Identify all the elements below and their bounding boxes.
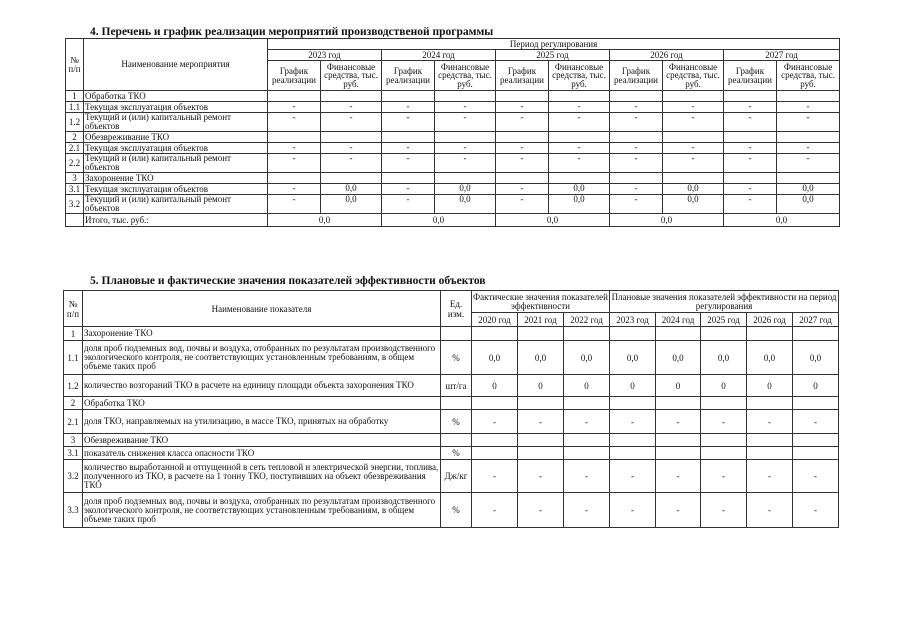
value-cell: - (549, 143, 610, 154)
row-unit: % (441, 341, 472, 375)
empty-cell (793, 397, 839, 410)
value-cell: - (701, 493, 747, 528)
value-cell: 0 (564, 375, 610, 397)
value-cell: 0,0 (747, 341, 793, 375)
value-cell: - (382, 154, 435, 173)
table-row (66, 91, 840, 102)
value-cell (747, 447, 793, 460)
table-row (64, 434, 839, 447)
value-cell: - (724, 143, 777, 154)
value-cell: - (382, 113, 435, 132)
row-name: Текущий и (или) капитальный ремонт объектов (84, 195, 268, 214)
empty-cell (321, 91, 382, 102)
empty-cell (518, 434, 564, 447)
row-num: 1.2 (66, 113, 84, 132)
row-num: 3 (66, 173, 84, 184)
value-cell: 0,0 (472, 341, 518, 375)
value-cell: 0,0 (321, 195, 382, 214)
value-cell: - (472, 410, 518, 434)
empty-cell (663, 173, 724, 184)
empty-cell (472, 327, 518, 341)
value-cell: - (656, 493, 701, 528)
empty-cell (610, 132, 663, 143)
row-unit: % (441, 447, 472, 460)
value-cell: - (496, 113, 549, 132)
value-cell: 0,0 (549, 195, 610, 214)
total-value: 0,0 (268, 214, 382, 227)
value-cell: - (564, 410, 610, 434)
value-cell: - (724, 195, 777, 214)
value-cell: - (610, 195, 663, 214)
year-header: 2023 год (610, 313, 656, 327)
value-cell: - (549, 102, 610, 113)
row-name: Текущая эксплуатация объектов (84, 102, 268, 113)
empty-cell (663, 91, 724, 102)
table-row (66, 132, 840, 143)
empty-cell (549, 91, 610, 102)
table-row (66, 143, 840, 154)
row-unit: шт/га (441, 375, 472, 397)
value-cell: - (777, 102, 840, 113)
value-cell: - (321, 154, 382, 173)
table-row (66, 102, 840, 113)
value-cell: - (435, 143, 496, 154)
header-num: № п/п (66, 39, 84, 91)
section5-title: 5. Плановые и фактические значения показателей эффективности объектов (90, 275, 486, 287)
value-cell: - (663, 154, 724, 173)
value-cell: - (496, 143, 549, 154)
row-num: 2.2 (66, 154, 84, 173)
row-num: 3.2 (64, 460, 83, 493)
empty-cell (777, 132, 840, 143)
value-cell (701, 447, 747, 460)
empty-cell (724, 132, 777, 143)
schedule-header: График реализации (724, 61, 777, 91)
table-row (64, 397, 839, 410)
empty-cell (610, 173, 663, 184)
value-cell: - (610, 460, 656, 493)
value-cell: - (724, 102, 777, 113)
row-num: 1 (66, 91, 84, 102)
value-cell: 0 (472, 375, 518, 397)
value-cell: - (610, 154, 663, 173)
empty-cell (496, 132, 549, 143)
total-row (66, 214, 840, 227)
empty-cell (793, 327, 839, 341)
value-cell: - (382, 143, 435, 154)
year-header: 2024 год (382, 50, 496, 61)
empty-cell (549, 132, 610, 143)
value-cell: 0,0 (564, 341, 610, 375)
value-cell: - (564, 460, 610, 493)
finance-header: Финансовые средства, тыс. руб. (549, 61, 610, 91)
value-cell: 0,0 (321, 184, 382, 195)
row-num: 3.2 (66, 195, 84, 214)
row-unit: % (441, 410, 472, 434)
header-num: № п/п (64, 291, 83, 327)
empty-cell (610, 397, 656, 410)
value-cell: 0 (701, 375, 747, 397)
table-row (64, 375, 839, 397)
value-cell: - (777, 143, 840, 154)
value-cell (656, 447, 701, 460)
value-cell: - (747, 493, 793, 528)
value-cell: - (472, 493, 518, 528)
row-indicator: Захоронение ТКО (83, 327, 441, 341)
empty-cell (435, 132, 496, 143)
empty-cell (656, 397, 701, 410)
row-num: 2 (66, 132, 84, 143)
value-cell: 0,0 (701, 341, 747, 375)
value-cell: - (518, 493, 564, 528)
empty-cell (472, 434, 518, 447)
year-header: 2026 год (610, 50, 724, 61)
value-cell: - (610, 410, 656, 434)
value-cell: - (268, 143, 321, 154)
row-num: 3.1 (66, 184, 84, 195)
row-name: Текущая эксплуатация объектов (84, 184, 268, 195)
total-value: 0,0 (610, 214, 724, 227)
value-cell: - (268, 102, 321, 113)
empty-cell (496, 173, 549, 184)
row-unit (441, 434, 472, 447)
empty-cell (518, 327, 564, 341)
value-cell: - (610, 113, 663, 132)
year-header: 2022 год (564, 313, 610, 327)
empty-cell (382, 132, 435, 143)
empty-cell (268, 173, 321, 184)
section4-title: 4. Перечень и график реализации мероприятий производственой программы (90, 26, 494, 38)
table-row (64, 447, 839, 460)
total-value: 0,0 (382, 214, 496, 227)
row-unit (441, 397, 472, 410)
year-header: 2025 год (496, 50, 610, 61)
value-cell: - (663, 113, 724, 132)
value-cell: - (724, 113, 777, 132)
value-cell: - (435, 102, 496, 113)
year-header: 2020 год (472, 313, 518, 327)
row-num: 1.2 (64, 375, 83, 397)
empty-cell (610, 434, 656, 447)
empty-cell (268, 91, 321, 102)
value-cell: 0,0 (663, 184, 724, 195)
value-cell (518, 447, 564, 460)
row-num: 3 (64, 434, 83, 447)
row-indicator: показатель снижения класса опасности ТКО (83, 447, 441, 460)
row-num: 2.1 (64, 410, 83, 434)
header-planned: Плановые значения показателей эффективности на период регулирования (610, 291, 839, 313)
empty-cell (724, 91, 777, 102)
row-num (66, 214, 84, 227)
value-cell: - (777, 154, 840, 173)
empty-cell (701, 434, 747, 447)
value-cell: - (321, 113, 382, 132)
value-cell: - (610, 143, 663, 154)
table-row (64, 341, 839, 375)
value-cell: - (724, 154, 777, 173)
empty-cell (777, 173, 840, 184)
value-cell: 0 (747, 375, 793, 397)
table-row (66, 154, 840, 173)
year-header: 2027 год (724, 50, 840, 61)
row-num: 1.1 (66, 102, 84, 113)
value-cell: - (382, 184, 435, 195)
value-cell: - (610, 102, 663, 113)
table-row (66, 173, 840, 184)
row-num: 2.1 (66, 143, 84, 154)
value-cell: 0,0 (777, 195, 840, 214)
finance-header: Финансовые средства, тыс. руб. (777, 61, 840, 91)
empty-cell (268, 132, 321, 143)
empty-cell (496, 91, 549, 102)
value-cell (610, 447, 656, 460)
finance-header: Финансовые средства, тыс. руб. (663, 61, 724, 91)
empty-cell (549, 173, 610, 184)
value-cell: - (268, 195, 321, 214)
schedule-header: График реализации (610, 61, 663, 91)
empty-cell (793, 434, 839, 447)
value-cell: 0,0 (435, 184, 496, 195)
value-cell: - (321, 102, 382, 113)
table-row (64, 460, 839, 493)
program-table (65, 38, 840, 227)
value-cell: - (472, 460, 518, 493)
row-indicator: доля ТКО, направляемых на утилизацию, в массе ТКО, принятых на обработку (83, 410, 441, 434)
header-unit: Ед. изм. (441, 291, 472, 327)
empty-cell (747, 434, 793, 447)
value-cell: 0,0 (656, 341, 701, 375)
empty-cell (663, 132, 724, 143)
value-cell: - (382, 195, 435, 214)
empty-cell (321, 173, 382, 184)
value-cell: - (701, 410, 747, 434)
value-cell: - (747, 460, 793, 493)
table-row (66, 195, 840, 214)
table-row (64, 493, 839, 528)
value-cell: - (777, 113, 840, 132)
value-cell: - (268, 154, 321, 173)
empty-cell (518, 397, 564, 410)
year-header: 2027 год (793, 313, 839, 327)
value-cell: 0 (793, 375, 839, 397)
row-name: Текущая эксплуатация объектов (84, 143, 268, 154)
row-name: Текущий и (или) капитальный ремонт объектов (84, 113, 268, 132)
empty-cell (564, 397, 610, 410)
header-indicator: Наименование показателя (83, 291, 441, 327)
value-cell: 0,0 (549, 184, 610, 195)
value-cell: - (793, 493, 839, 528)
row-indicator: Обезвреживание ТКО (83, 434, 441, 447)
table-row (66, 184, 840, 195)
header-actual: Фактические значения показателей эффективности (473, 291, 608, 311)
value-cell: - (518, 410, 564, 434)
row-unit (441, 327, 472, 341)
year-header: 2021 год (518, 313, 564, 327)
row-num: 1 (64, 327, 83, 341)
value-cell: 0 (610, 375, 656, 397)
value-cell: 0,0 (610, 341, 656, 375)
empty-cell (747, 327, 793, 341)
value-cell: - (747, 410, 793, 434)
schedule-header: График реализации (268, 61, 321, 91)
value-cell: - (435, 154, 496, 173)
value-cell: - (549, 113, 610, 132)
empty-cell (610, 327, 656, 341)
empty-cell (435, 91, 496, 102)
row-num: 3.3 (64, 493, 83, 528)
row-indicator: количество возгораний ТКО в расчете на единицу площади объекта захоронения ТКО (83, 375, 441, 397)
value-cell: - (496, 184, 549, 195)
row-name: Обработка ТКО (84, 91, 268, 102)
empty-cell (656, 327, 701, 341)
value-cell: - (663, 102, 724, 113)
row-name: Текущий и (или) капитальный ремонт объектов (84, 154, 268, 173)
value-cell: 0,0 (435, 195, 496, 214)
table-row (64, 410, 839, 434)
value-cell: - (701, 460, 747, 493)
empty-cell (724, 173, 777, 184)
total-value: 0,0 (496, 214, 610, 227)
row-name: Обезвреживание ТКО (84, 132, 268, 143)
value-cell: - (793, 460, 839, 493)
empty-cell (382, 91, 435, 102)
schedule-header: График реализации (496, 61, 549, 91)
value-cell: - (663, 143, 724, 154)
value-cell: - (564, 493, 610, 528)
empty-cell (656, 434, 701, 447)
finance-header: Финансовые средства, тыс. руб. (321, 61, 382, 91)
value-cell: - (268, 113, 321, 132)
table-row (66, 113, 840, 132)
year-header: 2025 год (701, 313, 747, 327)
year-header: 2024 год (656, 313, 701, 327)
value-cell: 0,0 (518, 341, 564, 375)
row-indicator: Обработка ТКО (83, 397, 441, 410)
year-header: 2026 год (747, 313, 793, 327)
value-cell (793, 447, 839, 460)
row-name: Захоронение ТКО (84, 173, 268, 184)
value-cell (564, 447, 610, 460)
value-cell: 0,0 (663, 195, 724, 214)
row-num: 2 (64, 397, 83, 410)
empty-cell (777, 91, 840, 102)
value-cell: 0 (656, 375, 701, 397)
value-cell: - (610, 493, 656, 528)
row-unit: Дж/кг (441, 460, 472, 493)
empty-cell (435, 173, 496, 184)
row-num: 1.1 (64, 341, 83, 375)
value-cell: - (793, 410, 839, 434)
value-cell: - (496, 102, 549, 113)
empty-cell (564, 434, 610, 447)
value-cell: - (321, 143, 382, 154)
header-period: Период регулирования (268, 39, 840, 50)
empty-cell (747, 397, 793, 410)
empty-cell (610, 91, 663, 102)
empty-cell (472, 397, 518, 410)
row-unit: % (441, 493, 472, 528)
total-value: 0,0 (724, 214, 840, 227)
value-cell: - (610, 184, 663, 195)
value-cell: - (656, 460, 701, 493)
empty-cell (564, 327, 610, 341)
efficiency-table (63, 290, 839, 528)
row-num: 3.1 (64, 447, 83, 460)
header-name: Наименование мероприятия (84, 39, 268, 91)
value-cell: - (656, 410, 701, 434)
empty-cell (382, 173, 435, 184)
value-cell: 0 (518, 375, 564, 397)
value-cell: - (549, 154, 610, 173)
schedule-header: График реализации (382, 61, 435, 91)
finance-header: Финансовые средства, тыс. руб. (435, 61, 496, 91)
value-cell (472, 447, 518, 460)
value-cell: 0,0 (793, 341, 839, 375)
value-cell: - (268, 184, 321, 195)
value-cell: 0,0 (777, 184, 840, 195)
empty-cell (701, 397, 747, 410)
row-indicator: количество выработанной и отпущенной в сеть тепловой и электрической энергии, топлива, полученного из ТКО, в расчете на 1 тонну ТКО, поступивших на объект обезвреживания ТКО (83, 460, 441, 493)
table-row (64, 327, 839, 341)
value-cell: - (518, 460, 564, 493)
total-label: Итого, тыс. руб.: (84, 214, 268, 227)
value-cell: - (496, 195, 549, 214)
value-cell: - (435, 113, 496, 132)
year-header: 2023 год (268, 50, 382, 61)
value-cell: - (724, 184, 777, 195)
empty-cell (701, 327, 747, 341)
row-indicator: доля проб подземных вод, почвы и воздуха, отобранных по результатам производственного экологического контроля, не соответствующих установленным требованиям, в общем объеме таких проб (83, 341, 441, 375)
row-indicator: доля проб подземных вод, почвы и воздуха, отобранных по результатам производственного экологического контроля, не соответствующих установленным требованиям, в общем объеме таких проб (83, 493, 441, 528)
value-cell: - (496, 154, 549, 173)
value-cell: - (382, 102, 435, 113)
empty-cell (321, 132, 382, 143)
